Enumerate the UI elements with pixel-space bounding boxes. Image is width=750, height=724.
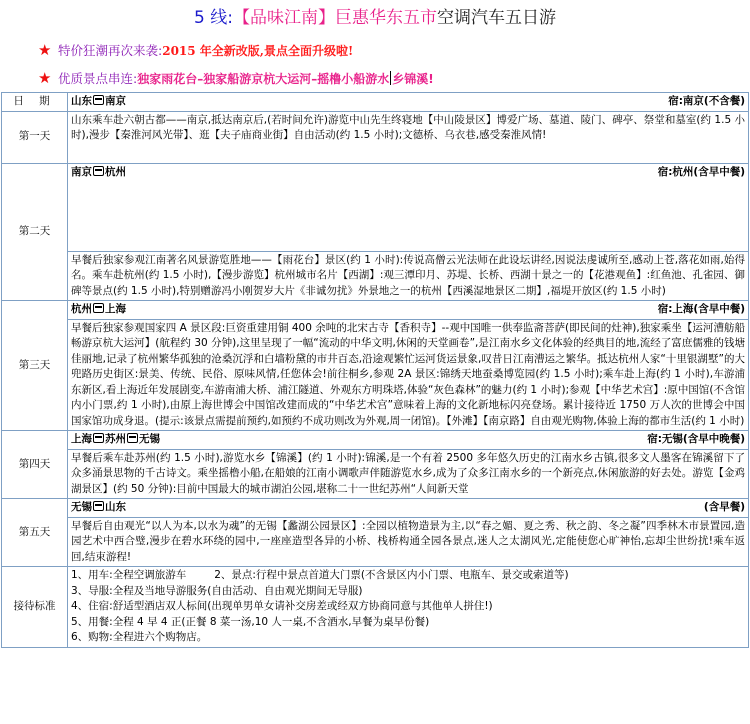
standards-label: 接待标准 — [2, 567, 68, 648]
promo-text: 2015 年全新改版,景点全面升级啦! — [162, 44, 354, 58]
table-row — [2, 431, 749, 450]
bus-icon — [93, 166, 104, 176]
stay-info: 宿:无锡(含早中晚餐) — [647, 433, 745, 445]
stay-info: 宿:杭州(含早中餐) — [657, 165, 745, 178]
list-item: 3、导服:全程及当地导游服务(自由活动、自由观光期间无导服) — [71, 584, 363, 597]
route-mid: 苏州 — [105, 433, 126, 445]
table-row — [2, 517, 749, 567]
itinerary-table — [1, 92, 749, 648]
date-column-header: 日 期 — [2, 93, 68, 112]
route-to: 无锡 — [139, 433, 160, 445]
title-brand: 【品味江南】巨惠华东五市 — [232, 8, 437, 28]
route-to: 山东 — [105, 501, 126, 513]
route-to: 上海 — [105, 303, 126, 315]
list-item: 6、购物:全程进六个购物店。 — [71, 631, 208, 643]
bus-icon — [93, 303, 104, 313]
promo-label: 特价狂潮再次来袭: — [58, 43, 163, 58]
route-from: 南京 — [71, 165, 92, 178]
promo-text-a: 独家雨花台–独家船游京杭大运河–摇橹小船游水 — [137, 72, 390, 86]
route-from: 山东 — [71, 95, 92, 107]
day-description: 早餐后乘车赴苏州(约 1.5 小时),游览水乡【锦溪】(约 1 小时):锦溪,是一个有着 2500 多年悠久历史的江南水乡古镇,很多文人墨客在锦溪留下了众多涌景思物的千古诗文。乘坐摇橹小船,在船娘的江南小调歌声伴随游览水乡,成为了众多江南水乡的一个新亮点,休闲旅游的好去处。游览【金鸡湖景区】(约 50 分钟):目前中国最大的城市湖泊公园,堪称二十一世纪苏州“人间新天堂 — [68, 449, 749, 499]
route-to: 杭州 — [105, 165, 126, 178]
day-label: 第三天 — [2, 301, 68, 431]
table-row — [2, 163, 749, 251]
route-from: 上海 — [71, 433, 92, 445]
standards-row — [2, 567, 749, 648]
route-from: 无锡 — [71, 501, 92, 513]
table-row — [2, 301, 749, 320]
route-cell — [68, 93, 749, 112]
table-header-row — [2, 93, 749, 112]
route-cell — [68, 301, 749, 320]
title-line-number: 5 线: — [194, 8, 233, 28]
route-cell — [68, 499, 749, 518]
route-to: 南京 — [105, 95, 126, 107]
table-row — [2, 499, 749, 518]
day-description: 早餐后自由观光“以人为本,以水为魂”的无锡【蠡湖公园景区】:全园以植物造景为主,以“春之媚、夏之秀、秋之韵、冬之凝”四季林木市景置园,造园艺术中西合璧,漫步在碧水环绕的园中,一座座造型各异的小桥、栈桥构通全园各景点,迷人之太湖风光,定能使您心旷神怡,忘却尘世纷扰!乘车返回,结束游程! — [68, 517, 749, 567]
stay-info: 宿:南京(不含餐) — [668, 95, 745, 107]
promo-line-2 — [38, 69, 434, 88]
route-cell — [68, 431, 749, 450]
day-description: 早餐后独家参观江南著名风景游览胜地——【雨花台】景区(约 1 小时):传说高僧云光法师在此设坛讲经,因说法虔诚所至,感动上苍,落花如雨,始得名。乘车赴杭州(约 1.5 小时),【漫步游览】杭州城市名片【西湖】:观三潭印月、苏堤、长桥、西湖十景之一的【花港观鱼】:红鱼池、孔雀园、御碑等景点(约 1.5 小时),特别赠游冯小刚贺岁大片《非诚勿扰》外景地之一的杭州【西溪湿地景区二期】,福堤开放区(约 1.5 小时) — [68, 251, 749, 301]
table-row — [2, 319, 749, 431]
list-item: 4、住宿:舒适型酒店双人标间(出现单男单女请补交房差或经双方协商同意与其他单人拼住!) — [71, 600, 493, 612]
day-description: 早餐后独家参观国家四 A 景区段:巨资重建用铜 400 余吨的北宋古寺【香积寺】--观中国唯一供奉监斋菩萨(即民间的灶神),独家乘坐【运河漕舫船畅游京杭大运河】(航程约 30 分钟),这里呈现了一幅“流动的中华文明,休闲的天堂画卷”,是江南水乡文化体验的经典目的地,流经了富庶儒雅的钱塘佳丽地,记录了杭州繁华孤独的沧桑沉浮和白墙粉黛的市井百态,沿途观繁忙运河货运景象,叹昔日江南漕运之繁华。抵达杭州人家“十里银湖墅”的大兜路历史街区:景美、传统、民俗、原味风情,任您体会!前往桐乡,参观 2A 景区:锦绣天地蚕桑博览园(约 1.5 小时);乘车赴上海(约 1 小时),车游浦东新区,看上海近年发展剧变,车游南浦大桥、浦江隧道、外观东方明珠塔,体验“灰色森林”的魅力(约 1 小时);参观【中华艺术宫】:原中国馆(不含馆内小门票,约 1 小时),由原上海世博会中国馆改建而成的“中华艺术宫”意味着上海的文化新地标闪亮登场。累计接待近 1750 万人次的世博会中国国家馆功成身退。(提示:该景点需提前预约,如预约不成功则改为外观,周一闭馆)。【外滩】【南京路】自由观光购物,体验上海的都市生活(约 1 小时) — [68, 319, 749, 431]
stay-info: 宿:上海(含早中餐) — [657, 303, 745, 315]
list-item: 5、用餐:全程 4 早 4 正(正餐 8 菜一汤,10 人一桌,不含酒水,早餐为桌早份餐) — [71, 615, 430, 628]
promo-line-1 — [38, 41, 354, 60]
day-label: 第五天 — [2, 499, 68, 567]
day-label: 第二天 — [2, 163, 68, 301]
bus-icon — [93, 95, 104, 105]
table-row — [2, 449, 749, 499]
day-description: 山东乘车赴六朝古都——南京,抵达南京后,(若时间允许)游览中山先生终寝地【中山陵景区】博爱广场、墓道、陵门、碑亭、祭堂和墓室(约 1.5 小时),漫步【秦淮河风光带】、逛【夫子庙商业街】自由活动(约 1.5 小时);文德桥、乌衣巷,感受秦淮风情! — [68, 111, 749, 163]
star-icon: ★ — [38, 41, 52, 59]
route-from: 杭州 — [71, 303, 92, 315]
route-cell — [68, 163, 749, 251]
bus-icon — [93, 501, 104, 511]
promo-text-b: 乡锦溪! — [392, 72, 434, 86]
table-row — [2, 251, 749, 301]
promo-label: 优质景点串连: — [58, 71, 138, 86]
bus-icon — [93, 433, 104, 443]
list-item: 1、用车:全程空调旅游车 2、景点:行程中景点首道大门票(不含景区内小门票、电瓶车、景交或索道等) — [71, 569, 569, 581]
page-title — [0, 6, 750, 30]
day-label: 第一天 — [2, 111, 68, 163]
day-label: 第四天 — [2, 431, 68, 499]
star-icon: ★ — [38, 69, 52, 87]
stay-info: (含早餐) — [703, 501, 745, 513]
title-suffix: 空调汽车五日游 — [436, 8, 556, 28]
standards-list — [68, 567, 749, 648]
table-row — [2, 111, 749, 163]
bus-icon — [127, 433, 138, 443]
